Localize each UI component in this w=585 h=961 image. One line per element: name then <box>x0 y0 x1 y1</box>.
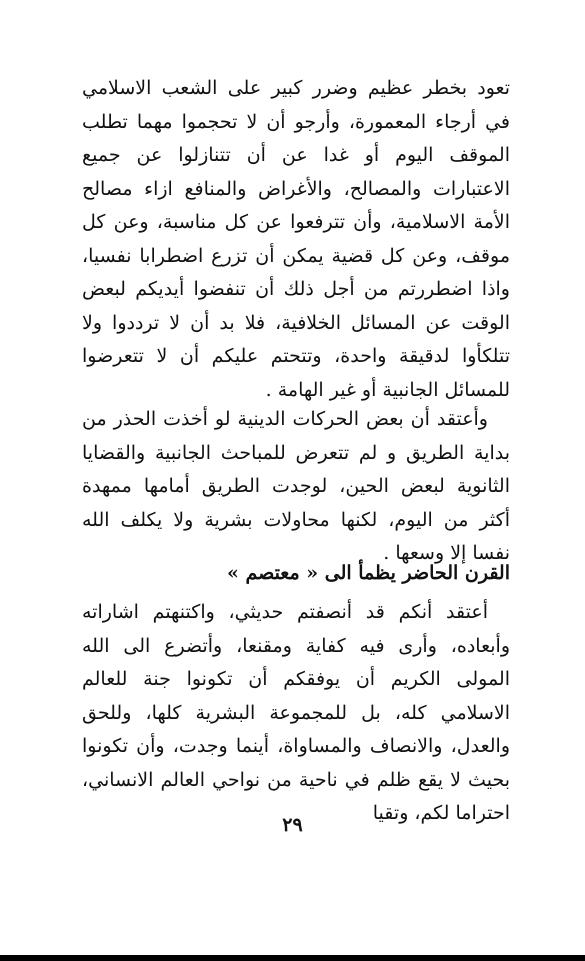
paragraph-2: وأعتقد أن بعض الحركات الدينية لو أخذت الحذر من بداية الطريق و لم تتعرض للمباحث الجانبية والقضايا الثانوية لبعض الحين، لوجدت الطريق أمامها ممهدة أكثر من اليوم، لكنها محاولات بشرية ولا يكلف الله نفسا إلا وسعها . <box>82 408 510 564</box>
paragraph-3: أعتقد أنكم قد أنصفتم حديثي، واكتنهتم اشاراته وأبعاده، وأرى فيه كفاية ومقنعا، وأتضرع الى الله المولى الكريم أن يوفقكم أن تكونوا جنة للعالم الاسلامي كله، بل للمجموعة البشرية كلها، وللحق والعدل، والانصاف والمساواة، أينما وجدت، وأن تكونوا بحيث لا يقع ظلم في ناحية من نواحي العالم الانساني، احتراما لكم، وتقيا <box>82 601 510 824</box>
page-number: ٢٩ <box>282 814 303 836</box>
scan-edge-bar <box>0 955 585 961</box>
section-heading: القرن الحاضر يظمأ الى « معتصم » <box>226 562 510 584</box>
paragraph-1: تعود بخطر عظيم وضرر كبير على الشعب الاسلامي في أرجاء المعمورة، وأرجو أن لا تحجموا مهما تطلب الموقف اليوم أو غدا عن أن تتنازلوا عن جميع الاعتبارات والمصالح، والأغراض والمنافع ازاء مصالح الأمة الاسلامية، وأن تترفعوا عن كل مناسبة، وعن كل موقف، وعن كل قضية يمكن أن تزرع اضطرابا نفسيا، واذا اضطررتم من أجل ذلك أن تنفضوا أيديكم لبعض الوقت عن المسائل الخلافية، فلا بد أن لا ترددوا ولا تتلكأوا لدقيقة واحدة، وتتحتم عليكم أن لا تتعرضوا للمسائل الجانبية أو غير الهامة . <box>82 77 510 401</box>
